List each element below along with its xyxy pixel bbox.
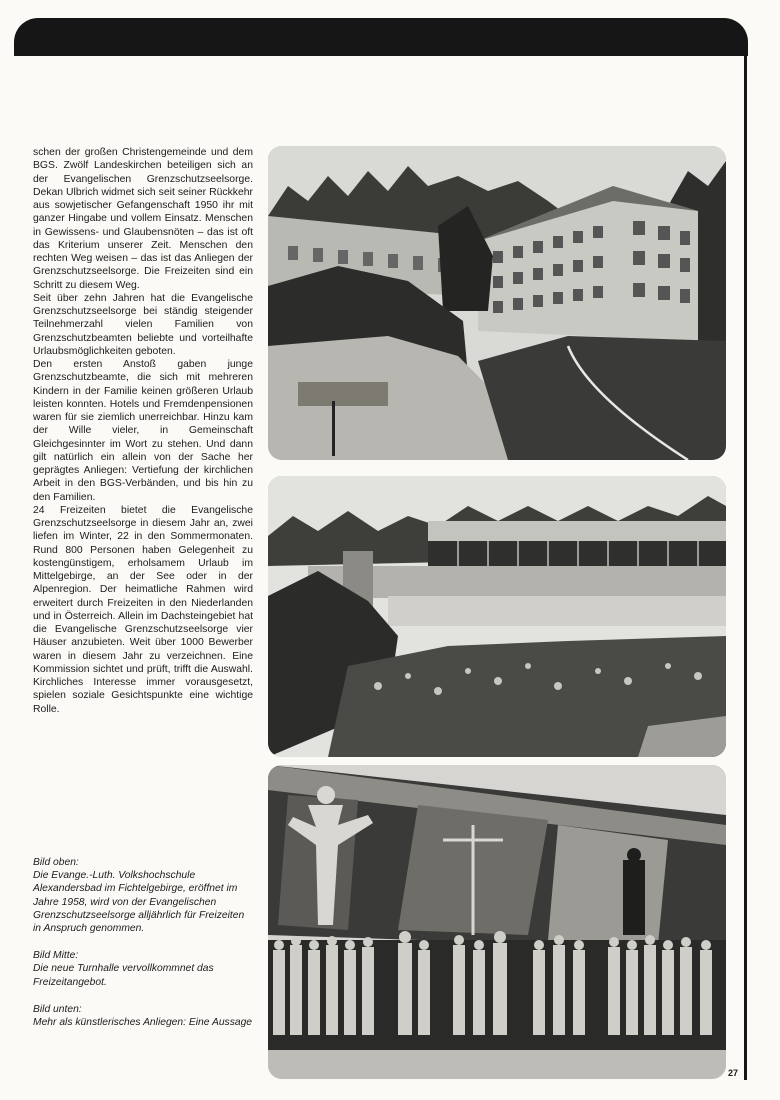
caption-text: Mehr als künstlerisches Anliegen: Eine Aussage xyxy=(33,1017,253,1029)
page-number: 27 xyxy=(728,1068,739,1078)
article-body xyxy=(33,146,253,716)
photo-captions xyxy=(33,856,255,1043)
body-paragraph: Den ersten Anstoß gaben junge Grenzschutzbeamte, die sich mit mehreren Kindern in der Familie keinen größeren Urlaub leisten konnten. Hotels und Fremdenpensionen waren für sie ziemlich unerreichbar. Hinzu kam der Wille vieler, in Gemeinschaft Gleichgesinnter im Wort zu stehen. Und dann gilt natürlich ein allein von der Sache her geprägtes Anliegen: Vertiefung der kirchlichen Arbeit in den BGS-Verbänden, und bis hin zu den Familien. xyxy=(33,359,253,503)
photo-gym-hall xyxy=(268,476,726,757)
body-paragraph: schen der großen Christengemeinde und dem BGS. Zwölf Landeskirchen beteiligen sich an der Evangelischen Grenzschutzseelsorge. Dekan Ulbrich widmet sich seit seiner Rückkehr aus sowjetischer Gefangenschaft 1950 ihr mit ganzer Hingabe und vollem Einsatz. Menschen in Gewissens- und Glaubensnöten – das ist oft das Kriterium unserer Zeit. Menschen den rechten Weg weisen – das ist das Anliegen der Grenzschutzseelsorge. Die Freizeiten sind ein Schritt zu diesem Weg. xyxy=(33,147,253,291)
page-header-bar xyxy=(14,18,748,56)
caption-title: Bild Mitte: xyxy=(33,950,79,962)
caption-title: Bild unten: xyxy=(33,1003,82,1015)
caption-text: Die neue Turnhalle vervollkommnet das Freizeitangebot. xyxy=(33,963,214,988)
body-paragraph: Seit über zehn Jahren hat die Evangelische Grenzschutzseelsorge bei ständig steigender Teilnehmerzahl vielen Familien von Grenzschutzbeamten beliebte und vorteilhafte Urlaubsmöglichkeiten geboten. xyxy=(33,292,253,357)
photo-mural-artwork xyxy=(268,765,726,1079)
caption-top xyxy=(33,856,255,935)
caption-title: Bild oben: xyxy=(33,857,79,868)
page-edge-rule xyxy=(744,40,747,1080)
caption-bottom xyxy=(33,1003,255,1029)
photo-building-alexandersbad xyxy=(268,146,726,460)
body-paragraph: 24 Freizeiten bietet die Evangelische Grenzschutzseelsorge in diesem Jahr an, zwei liefen im Winter, 22 in den Sommermonaten. Rund 800 Personen haben Gelegenheit zu kostengünstigem, erholsamem Urlaub im Mittelgebirge, an der See oder in der Alpenregion. Der heimatliche Rahmen wird erweitert durch Freizeiten in den Niederlanden und in Österreich. Allein im Dachsteingebiet hat die Evangelische Grenzschutzseelsorge vier Häuser anzubieten. Weit über 1000 Bewerber waren in diesem Jahr zu verzeichnen. Eine Kommission sichtet und prüft, trifft die Auswahl. Kirchliches Interesse immer vorausgesetzt, spielen soziale Gesichtspunkte eine wichtige Rolle. xyxy=(33,504,253,715)
caption-middle xyxy=(33,949,255,989)
caption-text: Die Evange.-Luth. Volkshochschule Alexandersbad im Fichtelgebirge, eröffnet im Jahre 1958, wird von der Evangelischen Grenzschutzseelsorge alljährlich für Freizeiten in Anspruch genommen. xyxy=(33,870,245,935)
